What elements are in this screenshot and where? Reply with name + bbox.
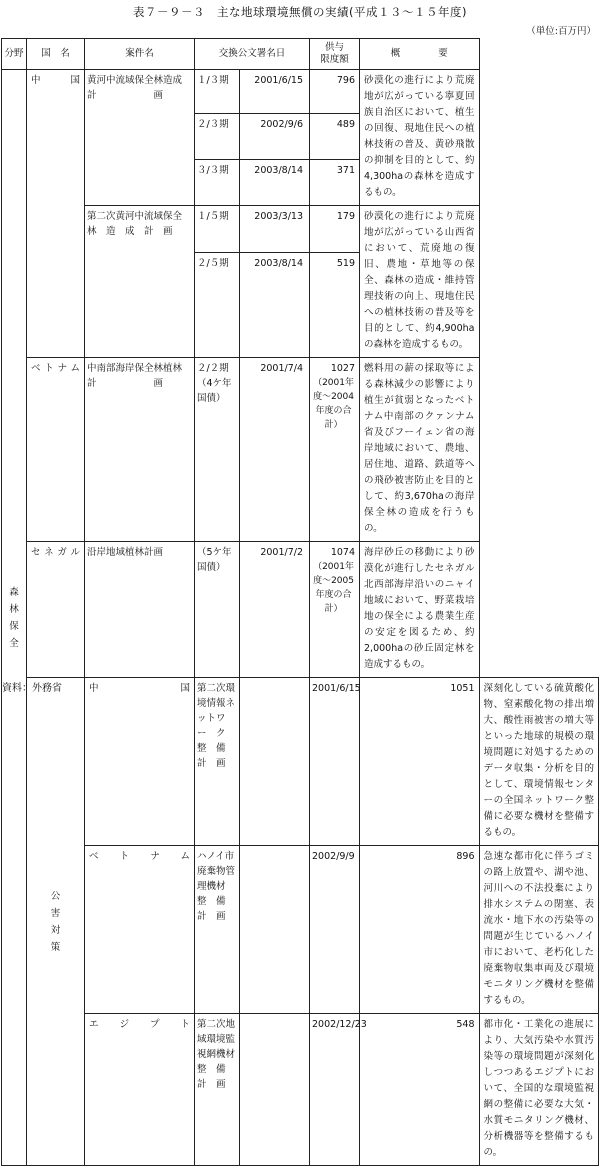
amount-cell: 548 xyxy=(360,1014,479,1166)
amount-cell: 896 xyxy=(360,846,479,1014)
amount-cell xyxy=(310,358,360,542)
date-cell: 2003/8/14 xyxy=(240,160,310,206)
country-cell: 中 国 xyxy=(27,70,85,358)
unit-label: （単位:百万円） xyxy=(526,26,596,37)
period-cell: ２/２期（4ケ年国債） xyxy=(195,358,240,542)
date-cell: 2002/12/23 xyxy=(310,1014,360,1166)
field-pollution: 公害対策 xyxy=(27,678,85,1166)
amount-cell: 796 xyxy=(310,70,360,114)
outline-cell: 燃料用の薪の採取等による森林減少の影響により植生が貧弱となったベトナム中南部のクァンナム省及びフーイェン省の海岸地域において、農地、居住地、道路、鉄道等への飛砂被害防止を目的として、約3,670haの海岸保全林の造成を行うもの。 xyxy=(360,358,479,542)
date-cell: 2001/6/15 xyxy=(240,70,310,114)
outline-cell: 砂漠化の進行により荒廃地が広がっている山西省において、荒廃地の復旧、農地・草地等の保全、森林の造成・維持管理技術の向上、現地住民への植林技術の普及等を目的として、約4,900haの森林を造成するもの。 xyxy=(360,206,479,358)
table-row xyxy=(2,542,599,678)
header-row xyxy=(2,39,599,70)
table-row xyxy=(2,678,599,846)
header-outline: 概 要 xyxy=(360,39,479,70)
amount-cell: 371 xyxy=(310,160,360,206)
period-cell: １/３期 xyxy=(195,70,240,114)
period-cell: （5ケ年国債） xyxy=(195,542,240,678)
amount-value: 1027 xyxy=(330,363,356,374)
period-cell: ２/３期 xyxy=(195,114,240,160)
project-name: 第二次環境情報ネットワ ー ク 整 備 計 画 xyxy=(195,678,240,846)
period-cell: ３/３期 xyxy=(195,160,240,206)
amount-cell xyxy=(310,542,360,678)
table-row xyxy=(2,1014,599,1166)
project-name: 中南部海岸保全林植林計 画 xyxy=(85,358,195,542)
header-country: 国 名 xyxy=(27,39,85,70)
country-cell: エジプト xyxy=(85,1014,195,1166)
project-name: 黄河中流域保全林造成計 画 xyxy=(85,70,195,206)
header-project: 案件名 xyxy=(85,39,195,70)
date-cell: 2001/7/4 xyxy=(240,358,310,542)
field-forest: 森林保全 xyxy=(2,70,27,1166)
amount-cell: 489 xyxy=(310,114,360,160)
project-name: 第二次地域環境監視網機材 整 備 計 画 xyxy=(195,1014,240,1166)
results-table xyxy=(1,38,599,1166)
country-cell: セネガル xyxy=(27,542,85,678)
date-cell: 2001/6/15 xyxy=(310,678,360,846)
period-cell xyxy=(240,846,310,1014)
outline-cell: 深刻化している硫黄酸化物、窒素酸化物の排出増大、酸性雨被害の増大等といった地球的規模の環境問題に対処するためのデータ収集・分析を目的として、環境情報センターの全国ネットワーク整備に必要な機材を整備するもの。 xyxy=(479,678,599,846)
table-row xyxy=(2,70,599,114)
amount-value: 1074 xyxy=(330,547,356,558)
project-name: ハノイ市廃棄物管理機材 整 備 計 画 xyxy=(195,846,240,1014)
table-row xyxy=(2,206,599,253)
amount-cell: 519 xyxy=(310,253,360,358)
outline-cell: 都市化・工業化の進展により、大気汚染や水質汚染等の環境問題が深刻化しつつあるエジプトにおいて、全国的な環境監視網の整備に必要な大気・水質モニタリング機材、分析機器等を整備するもの。 xyxy=(479,1014,599,1166)
source-note: 資料：外務省 xyxy=(2,683,62,694)
period-cell xyxy=(240,678,310,846)
date-cell: 2003/3/13 xyxy=(240,206,310,253)
date-cell: 2002/9/9 xyxy=(310,846,360,1014)
header-field: 分野 xyxy=(2,39,27,70)
table-row xyxy=(2,846,599,1014)
outline-cell: 砂漠化の進行により荒廃地が広がっている寧夏回族自治区において、植生の回復、現地住民への植林技術の普及、黄砂飛散の抑制を目的として、約4,300haの森林を造成するもの。 xyxy=(360,70,479,206)
table-title: 表７－９－３ 主な地球環境無償の実績(平成１３～１５年度) xyxy=(133,5,467,19)
amount-note: （2001年度～2005年度の合計） xyxy=(313,562,354,614)
country-cell: ベトナム xyxy=(27,358,85,542)
period-cell: １/５期 xyxy=(195,206,240,253)
project-name: 第二次黄河中流域保全林 造 成 計 画 xyxy=(85,206,195,358)
period-cell: ２/５期 xyxy=(195,253,240,358)
amount-cell: 1051 xyxy=(360,678,479,846)
project-name: 沿岸地域植林計画 xyxy=(85,542,195,678)
outline-cell: 急速な都市化に伴うゴミの路上放置や、湖や池、河川への不法投棄により排水システムの閉塞、表流水・地下水の汚染等の問題が生じているハノイ市において、老朽化した廃棄物収集車両及び環境モニタリング機材を整備するもの。 xyxy=(479,846,599,1014)
outline-cell: 海岸砂丘の移動により砂漠化が進行したセネガル北西部海岸沿いのニャイ地域において、野菜栽培地の保全による農業生産の安定を図るため、約2,000haの砂丘固定林を造成するもの。 xyxy=(360,542,479,678)
table-row xyxy=(2,358,599,542)
date-cell: 2001/7/2 xyxy=(240,542,310,678)
header-exchange: 交換公文署名日 xyxy=(195,39,310,70)
country-cell: 中 国 xyxy=(85,678,195,846)
period-cell xyxy=(240,1014,310,1166)
date-cell: 2002/9/6 xyxy=(240,114,310,160)
amount-cell: 179 xyxy=(310,206,360,253)
amount-note: （2001年度～2004年度の合計） xyxy=(313,378,354,430)
country-cell: ベトナム xyxy=(85,846,195,1014)
header-amount: 供与 限度額 xyxy=(310,39,360,70)
date-cell: 2003/8/14 xyxy=(240,253,310,358)
